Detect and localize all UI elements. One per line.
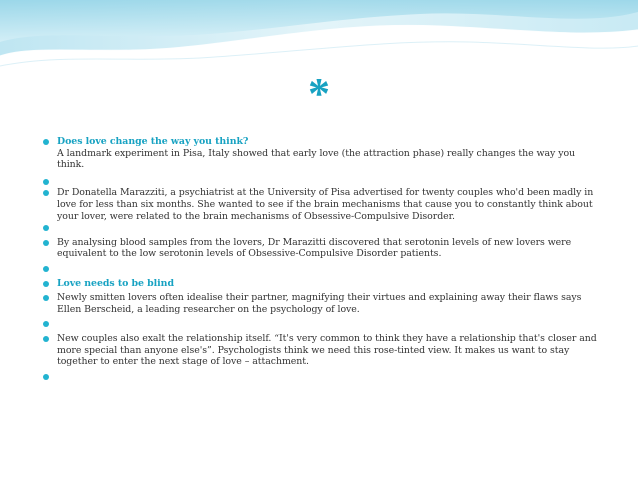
list-item bbox=[44, 333, 604, 368]
bullet-text: Dr Donatella Marazziti, a psychiatrist at the University of Pisa advertised for twenty couples who'd been madly in love for less than six months. She wanted to see if the brain mechanisms that cause you to constantly think about your lover, were related to the brain mechanisms of Obsessive-Compulsive Disorder. bbox=[57, 187, 594, 222]
bullet-heading: Love needs to be blind bbox=[57, 277, 174, 289]
bullet-text: Newly smitten lovers often idealise their partner, magnifying their virtues and explaining away their flaws says Ellen Berscheid, a leading researcher on the psychology of love. bbox=[57, 292, 582, 315]
empty-bullet bbox=[44, 371, 604, 383]
bullet-text: By analysing blood samples from the lovers, Dr Marazitti discovered that serotonin levels of new lovers were equivalent to the low serotonin levels of Obsessive-Compulsive Disorder patients. bbox=[57, 236, 572, 260]
bullet-text: A landmark experiment in Pisa, Italy showed that early love (the attraction phase) really changes the way you think. bbox=[57, 147, 576, 171]
slide-title: * bbox=[308, 69, 330, 118]
empty-bullet bbox=[44, 176, 604, 188]
bullet-text: New couples also exalt the relationship itself. “It's very common to think they have a relationship that's closer and more special than anyone else's”. Psychologists think we need this rose-tinted view. It makes us want to stay together to enter the next stage of love – attachment. bbox=[57, 332, 597, 368]
list-item bbox=[44, 237, 604, 260]
list-item bbox=[44, 187, 604, 222]
empty-bullet bbox=[44, 222, 604, 234]
list-item bbox=[44, 136, 604, 171]
empty-bullet bbox=[44, 318, 604, 330]
empty-bullet bbox=[44, 263, 604, 275]
bullet-heading: Does love change the way you think? bbox=[57, 136, 249, 147]
bullet-list bbox=[44, 136, 604, 382]
list-item bbox=[44, 292, 604, 315]
list-item bbox=[44, 278, 604, 290]
decorative-wave-header bbox=[0, 0, 638, 80]
